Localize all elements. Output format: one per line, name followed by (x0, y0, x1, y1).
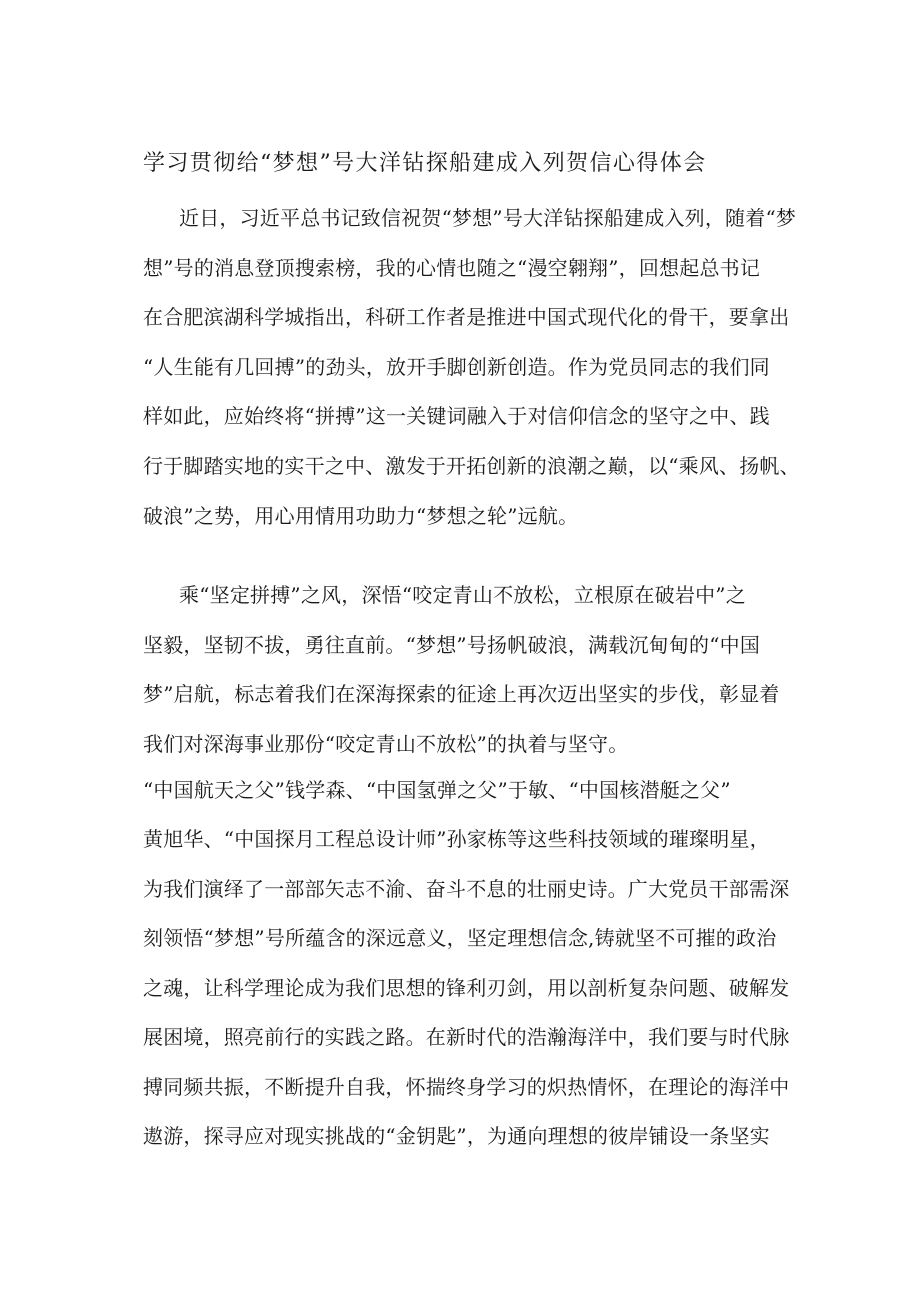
paragraph-3-line-6: 展困境，照亮前行的实践之路。在新时代的浩瀚海洋中，我们要与时代脉 (143, 1025, 790, 1049)
paragraph-3-line-2: 黄旭华、“中国探月工程总设计师”孙家栋等这些科技领域的璀璨明星， (143, 827, 770, 851)
paragraph-1-line-6: 行于脚踏实地的实干之中、激发于开拓创新的浪潮之巅，以“乘风、扬帆、 (143, 454, 800, 478)
paragraph-2-line-4: 我们对深海事业那份“咬定青山不放松”的执着与坚守。 (143, 732, 629, 756)
paragraph-3-line-1: “中国航天之父”钱学森、“中国氢弹之父”于敏、“中国核潜艇之父” (143, 778, 731, 802)
paragraph-2-line-3: 梦”启航，标志着我们在深海探索的征途上再次迈出坚实的步伐，彰显着 (143, 682, 780, 706)
paragraph-1-line-3: 在合肥滨湖科学城指出，科研工作者是推进中国式现代化的骨干，要拿出 (143, 305, 790, 329)
paragraph-1-line-4: “人生能有几回搏”的劲头，放开手脚创新创造。作为党员同志的我们同 (143, 355, 770, 379)
paragraph-3-line-4: 刻领悟“梦想”号所蕴含的深远意义，坚定理想信念,铸就坚不可摧的政治 (143, 926, 777, 950)
paragraph-3-line-5: 之魂，让科学理论成为我们思想的锋利刃剑，用以剖析复杂问题、破解发 (143, 976, 790, 1000)
paragraph-2-line-2: 坚毅，坚韧不拔，勇往直前。“梦想”号扬帆破浪，满载沉甸甸的“中国 (143, 633, 761, 657)
paragraph-2-line-1: 乘“坚定拼搏”之风，深悟“咬定青山不放松，立根原在破岩中”之 (179, 583, 746, 607)
paragraph-3-line-8: 遨游，探寻应对现实挑战的“金钥匙”，为通向理想的彼岸铺设一条坚实 (143, 1124, 770, 1148)
paragraph-1-line-1: 近日，习近平总书记致信祝贺“梦想”号大洋钻探船建成入列，随着“梦 (179, 206, 797, 230)
paragraph-1-line-2: 想”号的消息登顶搜索榜，我的心情也随之“漫空翱翔”，回想起总书记 (143, 256, 761, 280)
paragraph-3-line-3: 为我们演绎了一部部矢志不渝、奋斗不息的壮丽史诗。广大党员干部需深 (143, 877, 790, 901)
paragraph-1-line-7: 破浪”之势，用心用情用功助力“梦想之轮”远航。 (143, 504, 579, 528)
paragraph-3-line-7: 搏同频共振，不断提升自我，怀揣终身学习的炽热情怀，在理论的海洋中 (143, 1075, 790, 1099)
paragraph-1-line-5: 样如此，应始终将“拼搏”这一关键词融入于对信仰信念的坚守之中、践 (143, 404, 770, 428)
document-title: 学习贯彻给“梦想”号大洋钻探船建成入列贺信心得体会 (143, 151, 707, 176)
